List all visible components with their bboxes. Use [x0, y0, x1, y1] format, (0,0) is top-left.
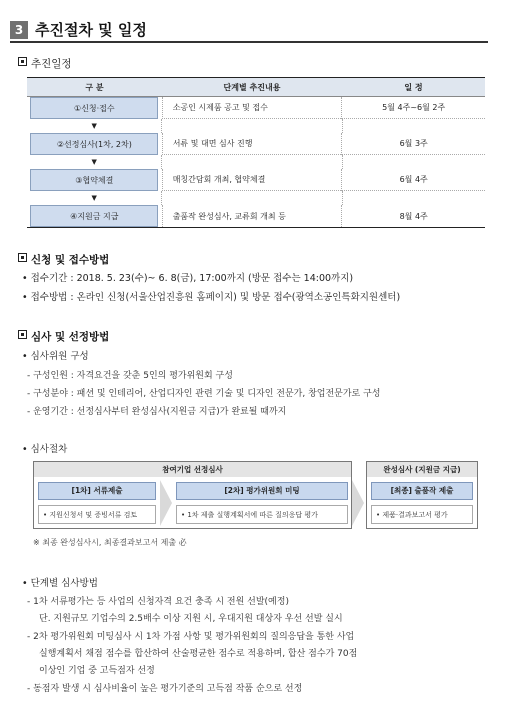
header-date: 일 정 [404, 82, 423, 92]
flow-group-title: 완성심사 (지원금 지급) [367, 462, 477, 477]
step-date: 8월 4주 [341, 205, 485, 227]
committee-item: - 운영기간 : 선정심사부터 완성심사(지원금 지급)가 완료될 때까지 [27, 407, 287, 417]
application-method: • 접수방법 : 온라인 신청(서울산업진흥원 홈페이지) 및 방문 접수(광역소공인특화지원센터) [22, 292, 401, 303]
step-label: ④지원금 지급 [30, 205, 158, 227]
table-row [27, 205, 485, 227]
flow-step-title: [1차] 서류제출 [38, 482, 156, 500]
step-content: 매칭간담회 개최, 협약체결 [162, 169, 342, 191]
method-line: 이상인 기업 중 고득점자 선정 [39, 666, 155, 676]
header-step: 구 분 [85, 82, 104, 92]
flow-step-desc: • 1차 제출 실행계획서에 따른 질의응답 평가 [176, 505, 348, 524]
table-row [27, 169, 485, 191]
application-period: • 접수기간 : 2018. 5. 23(수)~ 6. 8(금), 17:00까지 (방문 접수는 14:00까지) [22, 273, 354, 284]
table-row [27, 133, 485, 155]
step-date: 6월 4주 [341, 169, 485, 191]
method-title: • 단계별 심사방법 [22, 578, 98, 589]
committee-title: • 심사위원 구성 [22, 351, 89, 362]
committee-item: - 구성인원 : 자격요건을 갖춘 5인의 평가위원회 구성 [27, 371, 233, 381]
down-arrow-icon: ▼ [91, 194, 97, 202]
procedure-title: • 심사절차 [22, 444, 68, 455]
section-number: 3 [10, 21, 28, 39]
schedule-heading: 추진일정 [18, 56, 72, 71]
committee-item: - 구성분야 : 패션 및 인테리어, 산업디자인 관련 기술 및 디자인 전문가, 창업전문가로 구성 [27, 389, 381, 399]
square-bullet-icon [18, 57, 27, 66]
table-header [27, 78, 485, 97]
flow-group-title: 참여기업 선정심사 [34, 462, 351, 477]
flow-step-title: [최종] 출품작 제출 [371, 482, 473, 500]
step-date: 6월 3주 [341, 133, 485, 155]
flow-step-desc: • 제품·결과보고서 평가 [371, 505, 473, 524]
square-bullet-icon [18, 330, 27, 339]
section-divider [10, 41, 488, 43]
application-heading: 신청 및 접수방법 [18, 252, 109, 267]
method-line: - 2차 평가위원회 미팅심사 시 1차 가점 사항 및 평가위원회의 질의응답을 통한 사업 [27, 632, 355, 642]
step-content: 소공인 시제품 공고 및 접수 [162, 97, 342, 119]
step-date: 5월 4주~6월 2주 [341, 97, 485, 119]
flow-step-title: [2차] 평가위원회 미팅 [176, 482, 348, 500]
arrow-row [27, 155, 485, 169]
step-content: 서류 및 대면 심사 진행 [162, 133, 342, 155]
step-label: ③협약체결 [30, 169, 158, 191]
arrow-row [27, 191, 485, 205]
down-arrow-icon: ▼ [91, 122, 97, 130]
method-line: - 1차 서류평가는 등 사업의 신청자격 요건 충족 시 전원 선발(예정) [27, 597, 289, 607]
method-line: 실행계획서 채점 점수를 합산하여 산술평균한 점수로 적용하며, 합산 점수가 70점 [39, 649, 358, 659]
flow-step-desc: • 지원신청서 및 증빙서류 검토 [38, 505, 156, 524]
step-content: 출품작 완성심사, 교류회 개최 등 [162, 205, 342, 227]
method-line: 단. 지원규모 기업수의 2.5배수 이상 지원 시, 우대지원 대상자 우선 선발 실시 [39, 614, 343, 624]
section-title: 추진절차 및 일정 [35, 21, 147, 39]
down-arrow-icon: ▼ [91, 158, 97, 166]
arrow-row [27, 119, 485, 133]
schedule-table [27, 77, 485, 228]
step-label: ②선정심사(1차, 2차) [30, 133, 158, 155]
review-heading: 심사 및 선정방법 [18, 329, 109, 344]
method-line: - 동점자 발생 시 심사비율이 높은 평가기준의 고득점 작품 순으로 선정 [27, 684, 303, 694]
chevron-right-icon [160, 480, 172, 526]
submission-note: ※ 최종 완성심사시, 최종결과보고서 제출 必 [33, 538, 187, 547]
chevron-right-icon [352, 480, 364, 526]
square-bullet-icon [18, 253, 27, 262]
header-content: 단계별 추진내용 [223, 82, 281, 92]
step-label: ①신청·접수 [30, 97, 158, 119]
table-row [27, 97, 485, 119]
